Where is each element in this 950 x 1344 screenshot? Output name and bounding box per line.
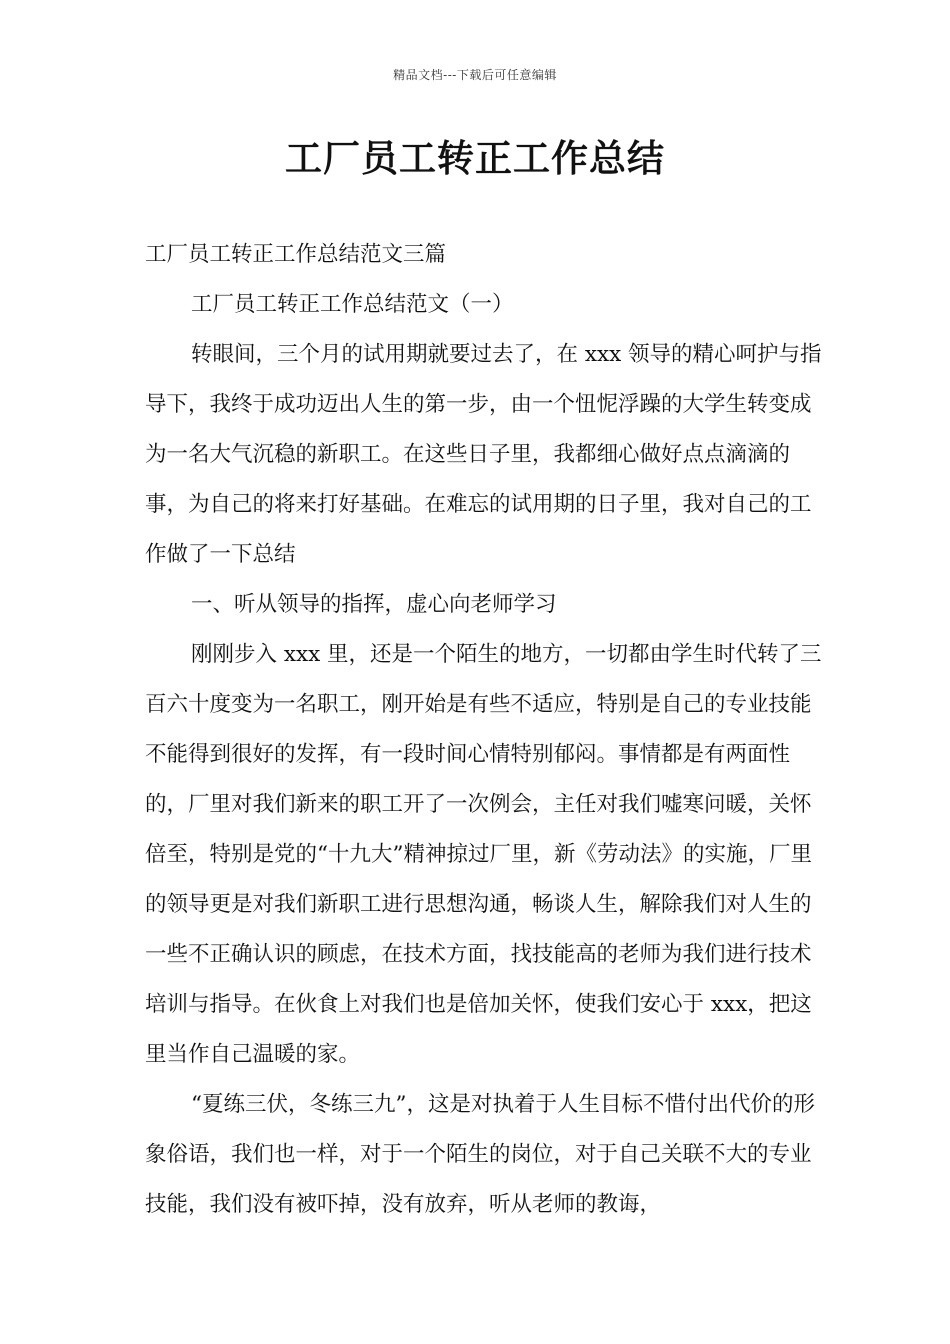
section-heading: 工厂员工转正工作总结范文（一）	[191, 292, 514, 317]
header-note: 精品文档---下载后可任意编辑	[393, 68, 557, 82]
paragraph-3: “夏练三伏，冬练三九”，这是对执着于人生目标不惜付出代价的形象俗语，我们也一样，对于一个陌生的岗位，对于自己关联不大的专业技能，我们没有被吓掉，没有放弃，听从老师的教诲，	[145, 1092, 815, 1217]
document-title: 工厂员工转正工作总结	[285, 137, 665, 180]
point-heading-1: 一、听从领导的指挥，虚心向老师学习	[191, 592, 557, 617]
paragraph-1: 转眼间，三个月的试用期就要过去了，在 xxx 领导的精心呵护与指导下，我终于成功迈出人生的第一步，由一个忸怩浮躁的大学生转变成为一名大气沉稳的新职工。在这些日子里，我都细心做好点点滴滴的事，为自己的将来打好基础。在难忘的试用期的日子里，我对自己的工作做了一下总结	[145, 342, 822, 567]
document-body	[145, 230, 825, 1230]
document-subtitle: 工厂员工转正工作总结范文三篇	[145, 242, 447, 267]
paragraph-2: 刚刚步入 xxx 里，还是一个陌生的地方，一切都由学生时代转了三百六十度变为一名职工，刚开始是有些不适应，特别是自己的专业技能不能得到很好的发挥，有一段时间心情特别郁闷。事情都是有两面性的，厂里对我们新来的职工开了一次例会，主任对我们嘘寒问暖，关怀倍至，特别是党的“十九大”精神掠过厂里，新《劳动法》的实施，厂里的领导更是对我们新职工进行思想沟通，畅谈人生，解除我们对人生的一些不正确认识的顾虑，在技术方面，找技能高的老师为我们进行技术培训与指导。在伙食上对我们也是倍加关怀，使我们安心于 xxx，把这里当作自己温暖的家。	[145, 642, 822, 1067]
